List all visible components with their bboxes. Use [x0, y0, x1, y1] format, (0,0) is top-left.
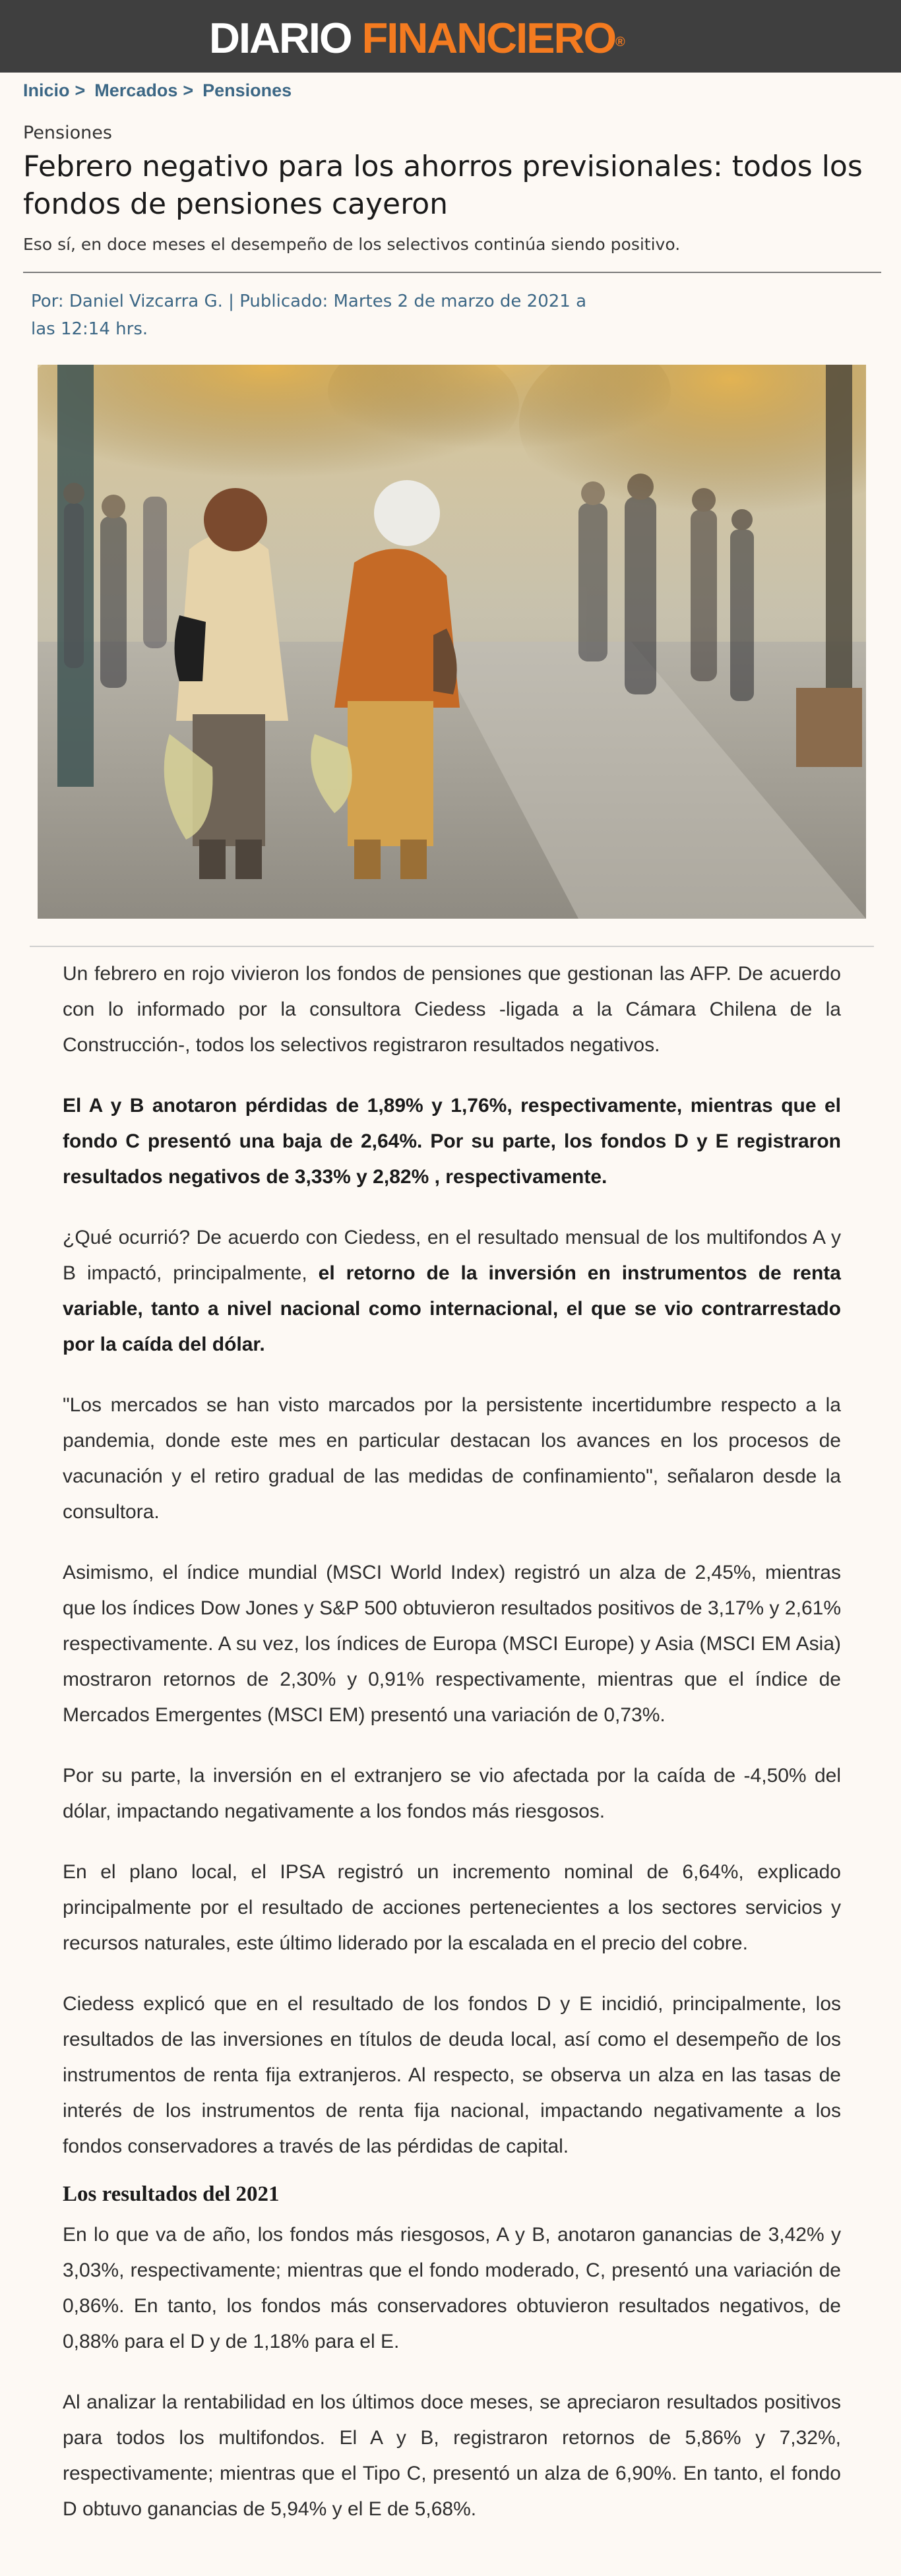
breadcrumb-link-mercados[interactable]: Mercados — [94, 80, 178, 100]
logo-registered-mark: ® — [615, 35, 624, 49]
article-title: Febrero negativo para los ahorros previsionales: todos los fondos de pensiones cayeron — [23, 150, 863, 221]
article-byline: Por: Daniel Vizcarra G. | Publicado: Martes 2 de marzo de 2021 a las 12:14 hrs. — [31, 291, 587, 339]
article-paragraph: En lo que va de año, los fondos más riesgosos, A y B, anotaron ganancias de 3,42% y 3,03%, respectivamente; mientras que el fondo moderado, C, presentó una variación de 0,86%. En tanto, los fondos más conservadores obtuvieron resultados negativos, de 0,88% para el D y de 1,18% para el E. — [63, 2224, 841, 2352]
article-paragraph: Asimismo, el índice mundial (MSCI World Index) registró un alza de 2,45%, mientras que los índices Dow Jones y S&P 500 obtuvieron resultados positivos de 3,17% y 2,61% respectivamente. A su vez, los índices de Europa (MSCI Europe) y Asia (MSCI EM Asia) mostraron retornos de 2,30% y 0,91% respectivamente, mientras que el índice de Mercados Emergentes (MSCI EM) presentó una variación de 0,73%. — [63, 1562, 841, 1726]
article-subheading: Los resultados del 2021 — [63, 2182, 280, 2206]
logo-word-diario: DIARIO — [209, 14, 352, 62]
article-paragraph-highlight: El A y B anotaron pérdidas de 1,89% y 1,76%, respectivamente, mientras que el fondo C presentó una baja de 2,64%. Por su parte, los fondos D y E registraron resultados negativos de 3,33% y 2,82% , respectivamente. — [63, 1095, 841, 1188]
article-paragraph: Un febrero en rojo vivieron los fondos de pensiones que gestionan las AFP. De acuerdo con lo informado por la consultora Ciedess -ligada a la Cámara Chilena de la Construcción-, todos los selectivos registraron resultados negativos. — [63, 963, 841, 1056]
article-paragraph: Por su parte, la inversión en el extranjero se vio afectada por la caída de -4,50% del dólar, impactando negativamente a los fondos más riesgosos. — [63, 1765, 841, 1822]
article-body — [63, 956, 841, 2552]
article-paragraph — [63, 1220, 841, 1363]
article-paragraph-emphasis: el retorno de la inversión en instrumentos de renta variable, tanto a nivel nacional como internacional, el que se vio contrarrestado por la caída del dólar. — [63, 1262, 841, 1355]
breadcrumb-separator: > — [183, 80, 194, 100]
photo-elderly-women-walking-icon — [38, 365, 866, 919]
title-divider — [23, 272, 881, 273]
article-paragraph: En el plano local, el IPSA registró un incremento nominal de 6,64%, explicado principalmente por el resultado de acciones pertenecientes a los sectores servicios y recursos naturales, este último liderado por la escalada en el precio del cobre. — [63, 1861, 841, 1954]
article-paragraph-text: ¿Qué ocurrió? De acuerdo con Ciedess, en el resultado mensual de los multifondos A y B impactó, principalmente, — [63, 1227, 841, 1284]
diario-financiero-logo[interactable] — [209, 12, 624, 65]
breadcrumb-link-inicio[interactable]: Inicio — [23, 80, 70, 100]
breadcrumb-separator: > — [75, 80, 86, 100]
article-paragraph: Al analizar la rentabilidad en los últimos doce meses, se apreciaron resultados positivos para todos los multifondos. El A y B, registraron retornos de 5,86% y 7,32%, respectivamente; mientras que el Tipo C, presentó un alza de 6,90%. En tanto, el fondo D obtuvo ganancias de 5,94% y el E de 5,68%. — [63, 2391, 841, 2520]
article-paragraph: Ciedess explicó que en el resultado de los fondos D y E incidió, principalmente, los resultados de las inversiones en títulos de deuda local, así como el desempeño de los instrumentos de renta fija extranjeros. Al respecto, se observa un alza en las tasas de interés de los instrumentos de renta fija nacional, impactando negativamente a los fondos conservadores a través de las pérdidas de capital. — [63, 1993, 841, 2157]
breadcrumb-link-pensiones[interactable]: Pensiones — [202, 80, 292, 100]
article-subtitle: Eso sí, en doce meses el desempeño de los selectivos continúa siendo positivo. — [23, 235, 681, 254]
logo-word-financiero: FINANCIERO — [361, 14, 616, 62]
article-section-label: Pensiones — [23, 123, 112, 143]
article-paragraph-quote: "Los mercados se han visto marcados por la persistente incertidumbre respecto a la pandemia, donde este mes en particular destacan los avances en los procesos de vacunación y el retiro gradual de las medidas de confinamiento", señalaron desde la consultora. — [63, 1394, 841, 1523]
breadcrumb — [23, 80, 292, 101]
image-divider — [30, 946, 874, 947]
site-header — [0, 0, 901, 73]
